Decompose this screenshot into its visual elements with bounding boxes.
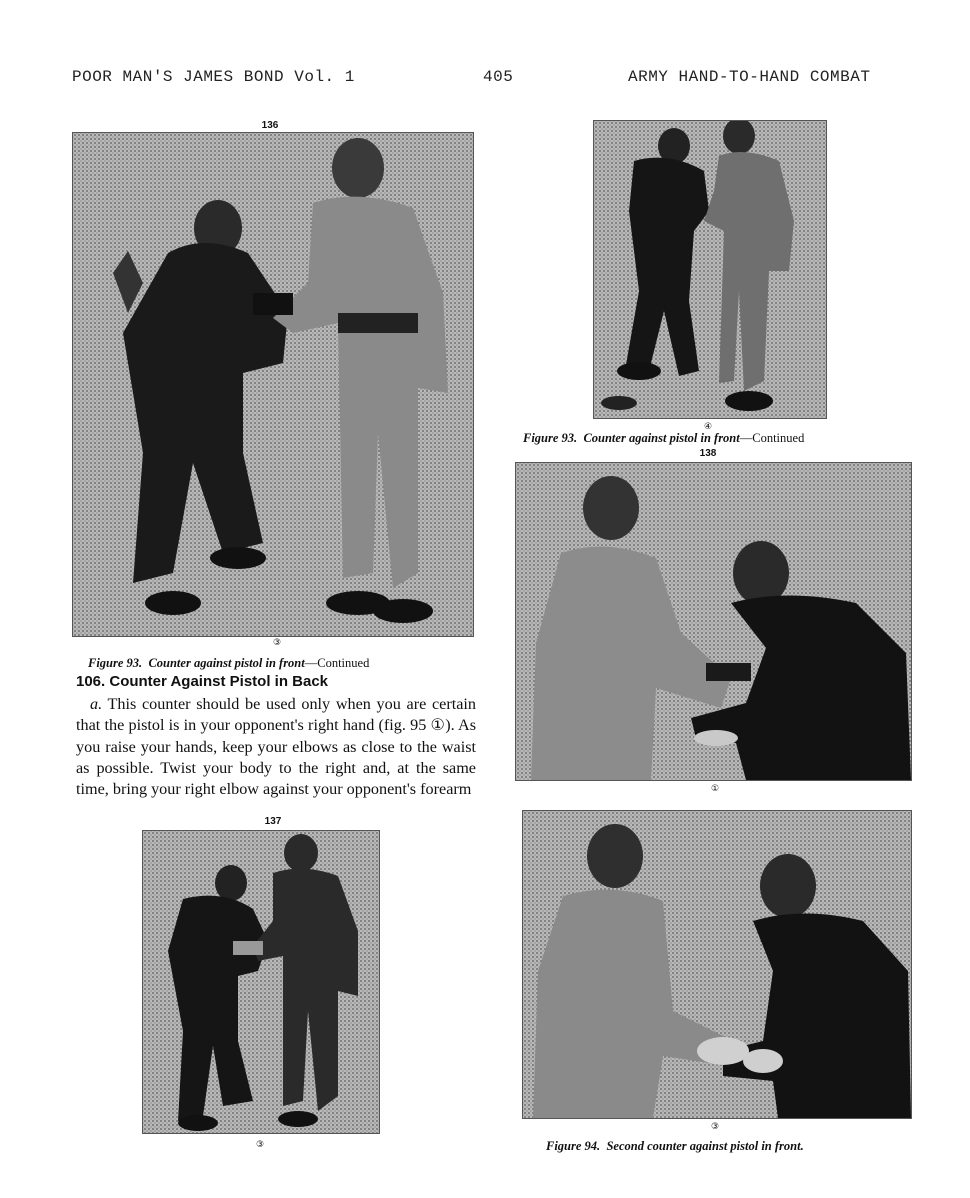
figure-number-136: 136 xyxy=(261,120,279,131)
photo-figure-93-4 xyxy=(593,120,827,419)
figure-number-138: 138 xyxy=(699,448,717,459)
photo-figure-136 xyxy=(72,132,474,637)
para-label: a. xyxy=(90,695,103,713)
photo-figure-137 xyxy=(142,830,380,1134)
caption-title: Counter against pistol in front xyxy=(148,656,305,670)
caption-title: Second counter against pistol in front. xyxy=(606,1139,804,1153)
caption-prefix: Figure 94. xyxy=(546,1139,601,1153)
figure-marker-137: ③ xyxy=(255,1140,265,1150)
photo-figure-138-1 xyxy=(515,462,912,781)
caption-figure-94 xyxy=(546,1139,804,1154)
caption-figure-93-right xyxy=(523,431,804,446)
section-title: 106. Counter Against Pistol in Back xyxy=(76,673,329,690)
caption-figure-93-left xyxy=(88,656,369,671)
figure-marker-93-4: ④ xyxy=(703,422,713,432)
caption-suffix: —Continued xyxy=(739,431,805,445)
caption-prefix: Figure 93. xyxy=(523,431,578,445)
figure-marker-138-1: ① xyxy=(710,784,720,794)
caption-title: Counter against pistol in front xyxy=(583,431,740,445)
caption-prefix: Figure 93. xyxy=(88,656,143,670)
figure-marker-94-3: ③ xyxy=(710,1122,720,1132)
figure-number-137: 137 xyxy=(264,816,282,827)
figure-marker-136: ③ xyxy=(272,638,282,648)
para-text: This counter should be used only when you are certain that the pistol is in your opponent's right hand (fig. 95 ①). As you raise your hands, keep your elbows as close to the waist as possible. Twist your body to the right and, at the same time, bring your right elbow against your opponent's forearm xyxy=(76,695,476,799)
running-header-left: POOR MAN'S JAMES BOND Vol. 1 xyxy=(72,68,355,86)
caption-suffix: —Continued xyxy=(304,656,370,670)
running-header-right: ARMY HAND-TO-HAND COMBAT xyxy=(628,68,871,86)
body-paragraph xyxy=(76,694,476,800)
photo-figure-94-3 xyxy=(522,810,912,1119)
page-number: 405 xyxy=(483,68,514,86)
